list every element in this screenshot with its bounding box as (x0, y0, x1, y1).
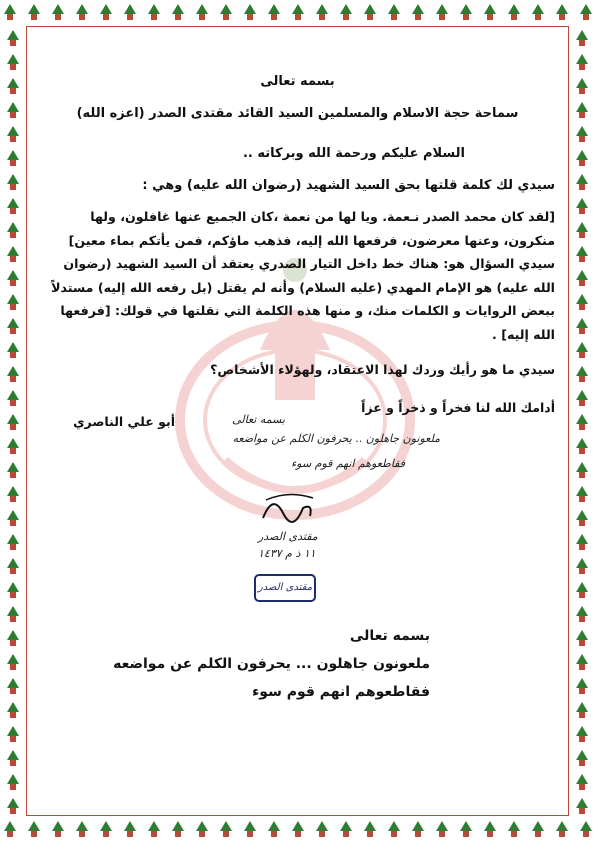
border-motif (576, 486, 588, 502)
border-motif (196, 821, 208, 837)
border-motif (148, 821, 160, 837)
border-motif (576, 510, 588, 526)
border-motif (7, 678, 19, 694)
border-motif (7, 222, 19, 238)
border-left (0, 0, 26, 842)
border-motif (124, 4, 136, 20)
border-motif (388, 4, 400, 20)
border-motif (100, 4, 112, 20)
border-motif (7, 366, 19, 382)
border-motif (7, 486, 19, 502)
handwritten-line-2: ملعونون جاهلون .. يحرفون الكلم عن مواضعه (232, 432, 440, 445)
border-motif (7, 414, 19, 430)
border-motif (148, 4, 160, 20)
border-motif (576, 126, 588, 142)
border-motif (576, 438, 588, 454)
border-motif (244, 821, 256, 837)
border-motif (576, 750, 588, 766)
typed-basmala: بسمه تعالى (349, 628, 430, 644)
border-motif (7, 630, 19, 646)
quote-line: الله إليه] . (492, 326, 555, 342)
signature-date: ١١ ذ م ١٤٣٧ (258, 547, 316, 560)
border-motif (7, 462, 19, 478)
border-motif (100, 821, 112, 837)
border-motif (508, 4, 520, 20)
border-motif (576, 798, 588, 814)
border-motif (412, 4, 424, 20)
quote-paragraph (40, 205, 555, 346)
border-motif (7, 606, 19, 622)
border-motif (172, 821, 184, 837)
border-motif (28, 4, 40, 20)
border-motif (52, 4, 64, 20)
border-motif (7, 198, 19, 214)
border-motif (7, 438, 19, 454)
typed-reply-line-2: ملعونون جاهلون ... يحرفون الكلم عن مواضعه (113, 656, 430, 672)
quote-line: الله عليه) هو الإمام المهدي (عليه السلام) وأنه لم يقتل (بل رفعه الله إليه) مستدلاً (51, 279, 555, 295)
border-motif (7, 174, 19, 190)
border-motif (576, 150, 588, 166)
border-motif (576, 582, 588, 598)
border-motif (220, 821, 232, 837)
border-motif (7, 750, 19, 766)
border-motif (7, 102, 19, 118)
border-motif (576, 270, 588, 286)
border-motif (268, 4, 280, 20)
border-motif (436, 821, 448, 837)
quote-line: منكرون، وعنها معرضون، فرفعها الله إليه، فذهب ماؤكم، فمن يأتكم بماء معين] (68, 232, 555, 248)
signature-name: مقتدى الصدر (258, 530, 318, 543)
question-line: سيدي ما هو رأيك وردك لهذا الاعتقاد، ولهؤلاء الأشخاص؟ (210, 362, 555, 377)
border-motif (7, 582, 19, 598)
border-motif (7, 390, 19, 406)
border-motif (532, 821, 544, 837)
greeting-line: السلام عليكم ورحمة الله وبركاته .. (242, 146, 465, 161)
border-motif (76, 4, 88, 20)
border-motif (340, 821, 352, 837)
border-motif (7, 510, 19, 526)
closing-line: أدامك الله لنا فخراً و ذخراً و عزاً (361, 400, 555, 415)
border-motif (76, 821, 88, 837)
border-motif (576, 54, 588, 70)
border-motif (576, 558, 588, 574)
border-motif (316, 4, 328, 20)
border-motif (576, 318, 588, 334)
border-motif (576, 294, 588, 310)
border-motif (340, 4, 352, 20)
border-motif (244, 4, 256, 20)
border-motif (7, 534, 19, 550)
border-motif (7, 150, 19, 166)
border-motif (7, 726, 19, 742)
quote-line: [لقد كان محمد الصدر نـعمة. ويا لها من نعمة ،كان الجميع عنها غافلون، ولها (90, 209, 555, 224)
intro-line: سيدي لك كلمة قلتها بحق السيد الشهيد (رضوان الله عليه) وهي : (142, 178, 555, 193)
handwritten-basmala: بسمه تعالى (232, 413, 285, 426)
handwritten-line-3: فقاطعوهم انهم قوم سوء (291, 457, 405, 470)
border-motif (460, 821, 472, 837)
border-motif (7, 30, 19, 46)
border-motif (532, 4, 544, 20)
border-right (569, 0, 595, 842)
border-top (0, 0, 595, 26)
border-motif (576, 774, 588, 790)
border-motif (364, 821, 376, 837)
sender-name: أبو علي الناصري (73, 414, 175, 429)
border-motif (576, 654, 588, 670)
addressee-line: سماحة حجة الاسلام والمسلمين السيد القائد مقتدى الصدر (اعزه الله) (76, 106, 519, 121)
border-motif (508, 821, 520, 837)
border-motif (124, 821, 136, 837)
border-motif (576, 246, 588, 262)
border-motif (576, 678, 588, 694)
border-motif (576, 174, 588, 190)
border-motif (576, 366, 588, 382)
border-motif (576, 342, 588, 358)
border-motif (556, 4, 568, 20)
border-motif (52, 821, 64, 837)
border-motif (7, 558, 19, 574)
border-motif (576, 726, 588, 742)
border-motif (388, 821, 400, 837)
border-bottom (0, 816, 595, 842)
border-motif (484, 821, 496, 837)
border-motif (436, 4, 448, 20)
border-motif (364, 4, 376, 20)
border-motif (7, 246, 19, 262)
border-motif (576, 198, 588, 214)
border-motif (7, 54, 19, 70)
border-motif (7, 294, 19, 310)
border-motif (576, 222, 588, 238)
border-motif (576, 30, 588, 46)
border-motif (292, 4, 304, 20)
border-motif (7, 270, 19, 286)
border-motif (576, 462, 588, 478)
letter-basmala: بسمه تعالى (260, 74, 335, 89)
border-motif (28, 821, 40, 837)
border-motif (7, 798, 19, 814)
border-motif (292, 821, 304, 837)
border-motif (412, 821, 424, 837)
border-motif (460, 4, 472, 20)
seal-text: مقتدى الصدر (257, 582, 313, 593)
border-motif (576, 102, 588, 118)
border-motif (7, 342, 19, 358)
quote-line: سيدي السؤال هو: هناك خط داخل التيار الصدري يعتقد أن السيد الشهيد (رضوان (63, 256, 555, 271)
border-motif (316, 821, 328, 837)
handwritten-signature (258, 488, 318, 528)
official-seal (254, 574, 316, 602)
border-motif (7, 78, 19, 94)
border-motif (7, 126, 19, 142)
border-motif (196, 4, 208, 20)
border-motif (220, 4, 232, 20)
typed-reply-line-3: فقاطعوهم انهم قوم سوء (252, 684, 430, 700)
border-motif (576, 702, 588, 718)
border-motif (576, 606, 588, 622)
border-motif (576, 414, 588, 430)
quote-line: ببعض الروايات و الكلمات منك، و منها هذه الكلمة التي نقلتها في قولك: [فرفعها (60, 303, 555, 318)
border-motif (7, 774, 19, 790)
border-motif (7, 318, 19, 334)
border-motif (576, 630, 588, 646)
border-motif (484, 4, 496, 20)
border-motif (576, 78, 588, 94)
border-motif (7, 654, 19, 670)
border-motif (576, 390, 588, 406)
border-motif (556, 821, 568, 837)
border-motif (576, 534, 588, 550)
border-motif (7, 702, 19, 718)
border-motif (172, 4, 184, 20)
border-motif (268, 821, 280, 837)
